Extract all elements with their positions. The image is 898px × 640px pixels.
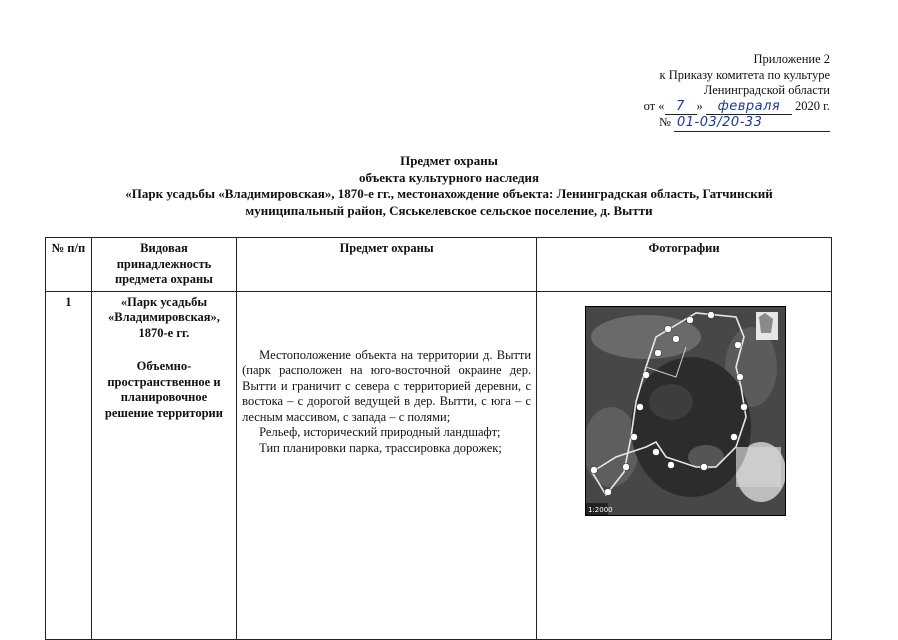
row-type-kind: Объемно-пространственное и планировочное решение территории [104, 359, 223, 420]
table-header-row [46, 238, 832, 292]
title-line-4: муниципальный район, Сяськелевское сельское поселение, д. Вытти [245, 202, 653, 218]
title-line-1: Предмет охраны [400, 153, 498, 168]
table-row [46, 291, 832, 639]
desc-paragraph-1: Местоположение объекта на территории д. Вытти (парк расположен на юго-восточной окраине дер. Вытти и граничит с севера с территорией деревни, с востока – с дорогой ведущей в дер. Вытти, с юга – с лесным массивом, с запада – с полями; [242, 347, 532, 424]
appendix-date [644, 99, 830, 116]
appendix-line-1: Приложение 2 [753, 52, 830, 66]
aerial-map-image [586, 307, 785, 515]
date-prefix: от « [643, 98, 665, 113]
row-description [237, 291, 537, 639]
header-photos: Фотографии [537, 238, 832, 292]
appendix-line-3: Ленинградской области [703, 83, 830, 97]
row-type [91, 291, 236, 639]
date-day: 7 [665, 99, 697, 116]
row-num: 1 [46, 291, 92, 639]
appendix-header [644, 52, 830, 132]
desc-paragraph-2: Рельеф, исторический природный ландшафт; [259, 425, 501, 439]
row-photo-cell [537, 291, 832, 639]
date-year: 2020 г. [795, 98, 830, 113]
protection-table [45, 237, 832, 640]
appendix-line-2: к Приказу комитета по культуре [659, 67, 830, 82]
number-value: 01-03/20-33 [674, 115, 830, 132]
row-type-name: «Парк усадьбы «Владимировская», 1870-е гг. [108, 294, 220, 340]
document-title [40, 153, 858, 219]
title-line-3: «Парк усадьбы «Владимировская», 1870-е гг., местонахождение объекта: Ленинградская область, Гатчинский [125, 186, 773, 201]
header-num: № п/п [46, 238, 92, 292]
desc-paragraph-3: Тип планировки парка, трассировка дорожек; [259, 440, 502, 455]
appendix-number [644, 115, 830, 132]
header-type: Видовая принадлежность предмета охраны [91, 238, 236, 292]
date-mid: » [696, 98, 703, 113]
number-prefix: № [658, 115, 671, 129]
aerial-photo [585, 306, 786, 516]
date-month: февраля [706, 99, 792, 116]
title-line-2: объекта культурного наследия [359, 169, 539, 185]
map-scale-label: 1:2000 [588, 505, 613, 514]
header-subject: Предмет охраны [237, 238, 537, 292]
